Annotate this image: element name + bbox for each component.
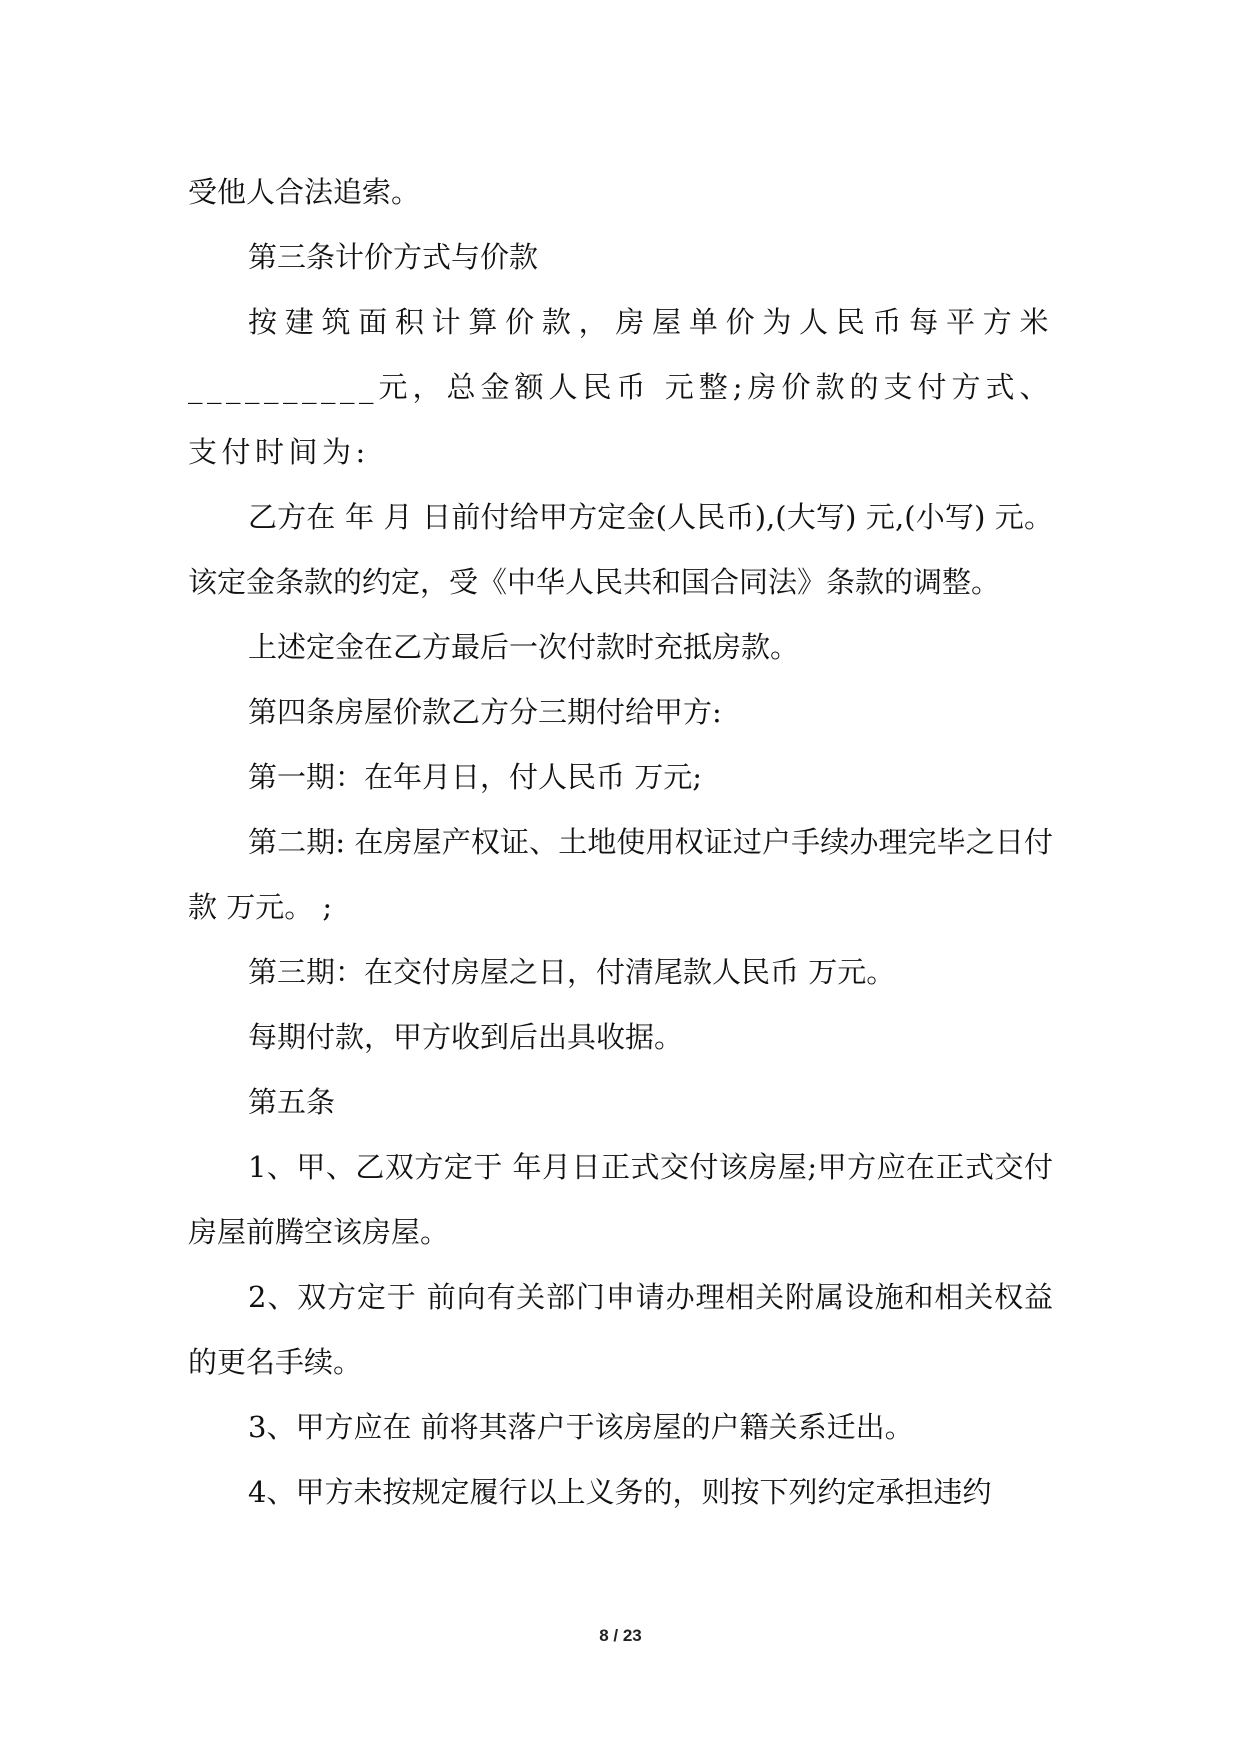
page-number: 8 / 23 (599, 1626, 642, 1645)
article-5-heading: 第五条 (248, 1085, 336, 1119)
payment-phase-2: 第二期: 在房屋产权证、土地使用权证过户手续办理完毕之日付款 万元。 ; (188, 825, 1053, 924)
article-4-heading: 第四条房屋价款乙方分三期付给甲方: (248, 695, 722, 729)
clause-5-2: 2、双方定于 前向有关部门申请办理相关附属设施和相关权益的更名手续。 (188, 1280, 1053, 1379)
payment-phase-3: 第三期：在交付房屋之日，付清尾款人民币 万元。 (248, 955, 896, 989)
paragraph-pricing: 按建筑面积计算价款，房屋单价为人民币每平方米__________元，总金额人民币 元整;房价款的支付方式、支付时间为: (188, 305, 1053, 469)
article-3-heading: 第三条计价方式与价款 (248, 240, 539, 274)
clause-5-4: 4、甲方未按规定履行以上义务的，则按下列约定承担违约 (248, 1475, 992, 1509)
paragraph-deposit: 乙方在 年 月 日前付给甲方定金(人民币),(大写) 元,(小写) 元。该定金条款的约定，受《中华人民共和国合同法》条款的调整。 (188, 500, 1053, 599)
clause-5-1: 1、甲、乙双方定于 年月日正式交付该房屋;甲方应在正式交付房屋前腾空该房屋。 (188, 1150, 1053, 1249)
document-body (188, 160, 1053, 1525)
payment-phase-1: 第一期：在年月日，付人民币 万元; (248, 760, 702, 794)
paragraph-deposit-offset: 上述定金在乙方最后一次付款时充抵房款。 (248, 630, 800, 664)
paragraph-receipt: 每期付款，甲方收到后出具收据。 (248, 1020, 684, 1054)
paragraph-1: 受他人合法追索。 (188, 175, 421, 209)
clause-5-3: 3、甲方应在 前将其落户于该房屋的户籍关系迁出。 (248, 1410, 914, 1444)
